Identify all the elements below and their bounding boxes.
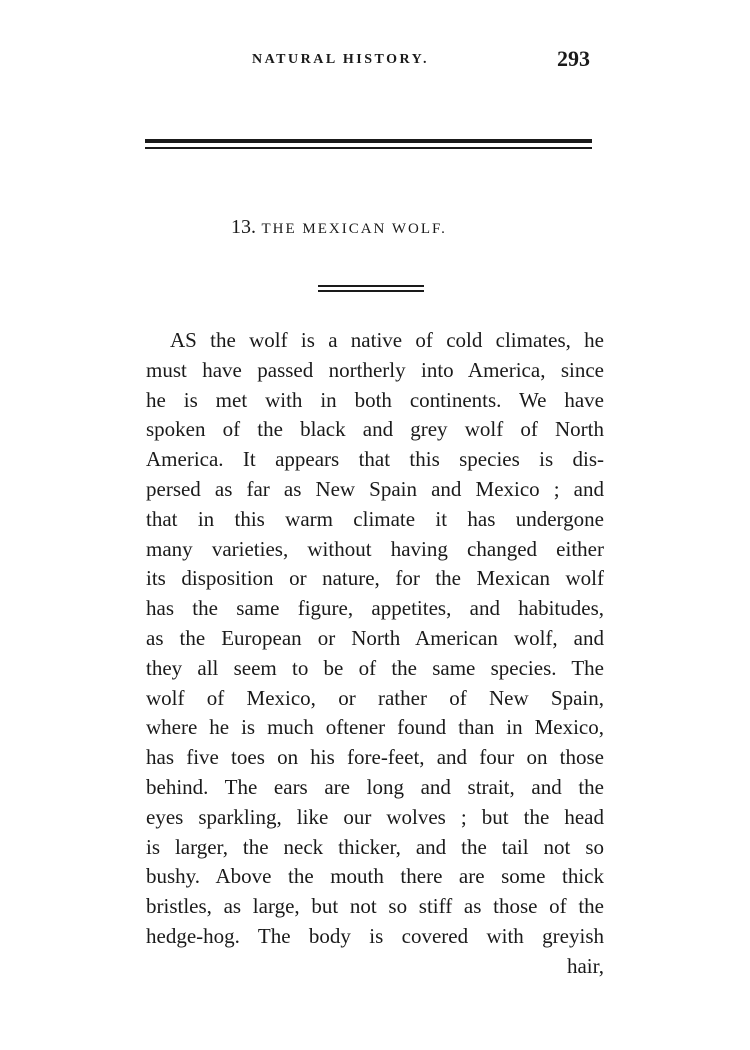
header-rule: [145, 139, 592, 151]
text-line: has the same figure, appetites, and habitudes,: [146, 596, 604, 621]
section-heading: [231, 216, 447, 239]
text-line: bushy. Above the mouth there are some thick: [146, 864, 604, 889]
text-line: AS the wolf is a native of cold climates, he: [170, 328, 604, 352]
section-title: THE MEXICAN WOLF.: [261, 221, 447, 237]
text-line: spoken of the black and grey wolf of North: [146, 417, 604, 442]
text-line: wolf of Mexico, or rather of New Spain,: [146, 685, 604, 710]
text-line: is larger, the neck thicker, and the tail not so: [146, 834, 604, 859]
text-line: persed as far as New Spain and Mexico ; and: [146, 476, 604, 501]
text-line: behind. The ears are long and strait, and the: [146, 774, 604, 799]
section-number: 13.: [231, 216, 256, 238]
header-rule-thin: [145, 147, 592, 149]
section-rule-bottom: [318, 290, 424, 292]
text-line: bristles, as large, but not so stiff as those of the: [146, 894, 604, 919]
text-line: eyes sparkling, like our wolves ; but the head: [146, 804, 604, 829]
section-rule: [318, 285, 424, 293]
text-line: its disposition or nature, for the Mexican wolf: [146, 566, 604, 591]
text-line: America. It appears that this species is dis-: [146, 447, 604, 472]
running-title: NATURAL HISTORY.: [252, 52, 429, 67]
text-line: must have passed northerly into America, since: [146, 357, 604, 382]
text-line: that in this warm climate it has undergone: [146, 506, 604, 531]
text-line: where he is much oftener found than in Mexico,: [146, 715, 604, 740]
text-line: he is met with in both continents. We have: [146, 387, 604, 412]
catchword: hair,: [566, 953, 604, 978]
header-rule-thick: [145, 139, 592, 143]
section-rule-top: [318, 285, 424, 287]
page-number: 293: [557, 46, 590, 71]
body-text: [146, 326, 604, 982]
text-line: they all seem to be of the same species. The: [146, 655, 604, 680]
text-line: hedge-hog. The body is covered with greyish: [146, 923, 604, 948]
text-line: has five toes on his fore-feet, and four on those: [146, 745, 604, 770]
text-line: many varieties, without having changed either: [146, 536, 604, 561]
text-line: as the European or North American wolf, and: [146, 625, 604, 650]
